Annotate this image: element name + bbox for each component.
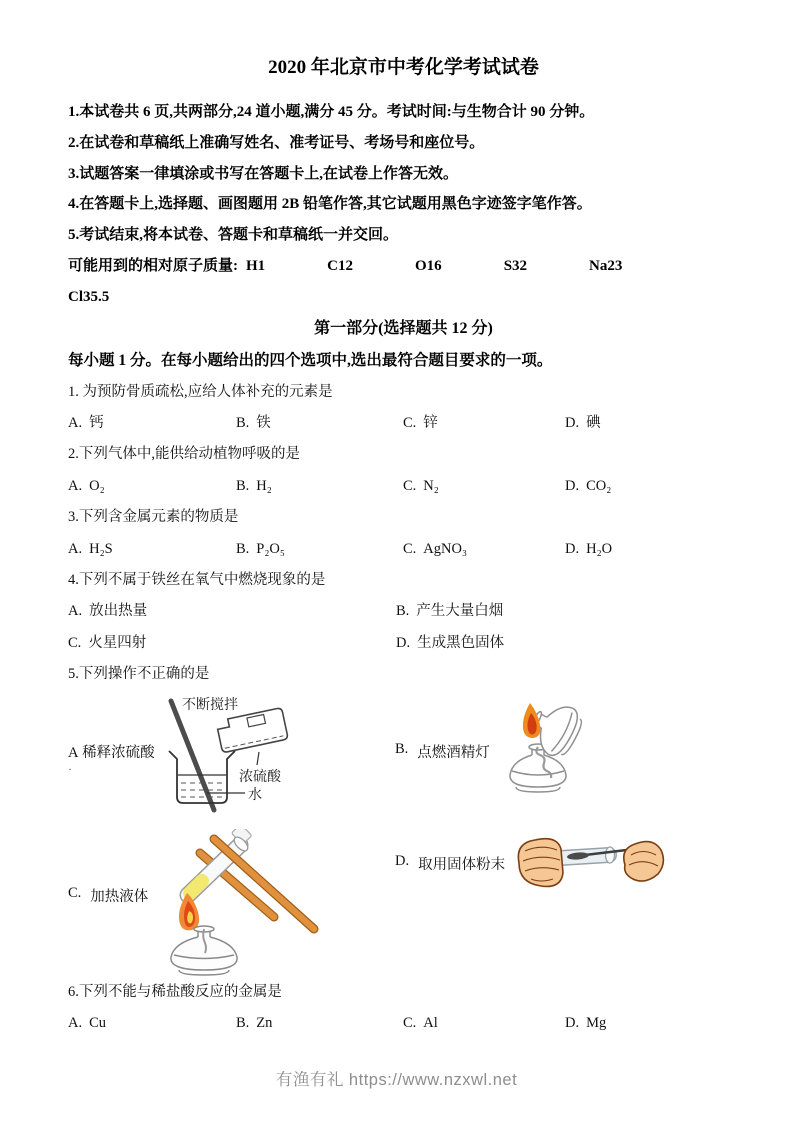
- option-2d: D. CO₂: [565, 477, 612, 494]
- question-3-options: [68, 534, 739, 565]
- question-5-stem: 5.下列操作不正确的是: [68, 666, 210, 683]
- question-5-figures-row2: [68, 829, 739, 977]
- option-6d: D. Mg: [565, 1015, 607, 1032]
- option-1b: B. 铁: [236, 414, 271, 431]
- option-4d: D. 生成黑色固体: [396, 634, 505, 651]
- question-1-stem: 1. 为预防骨质疏松,应给人体补充的元素是: [68, 383, 333, 400]
- atomic-mass-s: S32: [503, 257, 528, 274]
- option-3a: A. H₂S: [68, 540, 113, 557]
- option-4b: B. 产生大量白烟: [396, 603, 504, 620]
- atomic-mass-cl: Cl35.5: [68, 288, 110, 305]
- question-4-stem: 4.下列不属于铁丝在氧气中燃烧现象的是: [68, 572, 326, 589]
- atomic-mass-h: H1: [246, 257, 266, 274]
- section-note: 每小题 1 分。在每小题给出的四个选项中,选出最符合题目要求的一项。: [68, 351, 553, 369]
- question-4-options-row2: [68, 628, 739, 659]
- watermark-footer: 有渔有礼 https://www.nzxwl.net: [275, 1071, 518, 1089]
- question-5-figures-row1: [68, 691, 739, 829]
- option-1a: A. 钙: [68, 414, 104, 431]
- light-alcohol-lamp-diagram: [494, 691, 669, 799]
- option-2c: C. N₂: [403, 477, 439, 494]
- question-1-options: [68, 408, 739, 439]
- option-3d: D. H₂O: [565, 540, 613, 557]
- option-1d: D. 碘: [565, 414, 601, 431]
- atomic-mass-na: Na23: [589, 257, 623, 274]
- figure-a-label: A 稀释浓硫酸 ·: [68, 744, 155, 776]
- option-4a: A. 放出热量: [68, 603, 148, 620]
- instruction-line-3: 3.试题答案一律填涂或书写在答题卡上,在试卷上作答无效。: [68, 165, 459, 182]
- option-2b: B. H₂: [236, 477, 272, 494]
- option-6c: C. Al: [403, 1015, 438, 1032]
- atomic-masses-line: [68, 251, 739, 282]
- stir-annotation: 不断搅拌: [181, 697, 238, 713]
- question-3-stem: 3.下列含金属元素的物质是: [68, 509, 239, 526]
- right-hand: [624, 841, 664, 881]
- left-hand: [518, 838, 563, 886]
- figure-b-cell: [395, 691, 739, 829]
- question-6-options: [68, 1008, 739, 1039]
- figure-d-cell: [395, 829, 739, 977]
- page-title: 2020 年北京市中考化学考试试卷: [268, 57, 539, 78]
- instruction-line-4: 4.在答题卡上,选择题、画图题用 2B 铅笔作答,其它试题用黑色字迹签字笔作答。: [68, 196, 592, 213]
- question-2-stem: 2.下列气体中,能供给动植物呼吸的是: [68, 446, 300, 463]
- question-6-stem: 6.下列不能与稀盐酸反应的金属是: [68, 983, 282, 1000]
- take-powder-diagram: [505, 829, 670, 907]
- heat-liquid-diagram: [154, 829, 349, 977]
- figure-a-cell: [68, 691, 395, 829]
- section-heading: 第一部分(选择题共 12 分): [314, 319, 493, 337]
- atomic-masses-label: 可能用到的相对原子质量:: [68, 257, 238, 274]
- atomic-mass-c: C12: [327, 257, 354, 274]
- question-4-options-row1: [68, 596, 739, 627]
- figure-c-cell: [68, 829, 395, 977]
- reagent-bottle: [216, 707, 288, 752]
- option-6b: B. Zn: [236, 1015, 273, 1032]
- stray-dot: ·: [68, 761, 72, 776]
- instruction-line-5: 5.考试结束,将本试卷、答题卡和草稿纸一并交回。: [68, 227, 399, 244]
- water-annotation: 水: [247, 787, 262, 803]
- flame-icon: [523, 703, 540, 738]
- atomic-mass-o: O16: [415, 257, 442, 274]
- option-3c: C. AgNO₃: [403, 540, 468, 557]
- instruction-line-2: 2.在试卷和草稿纸上准确写姓名、准考证号、考场号和座位号。: [68, 134, 485, 151]
- yellow-liquid: [190, 881, 202, 893]
- option-3b: B. P₂O₅: [236, 540, 285, 557]
- option-1c: C. 锌: [403, 414, 438, 431]
- figure-b-label: B. 点燃酒精灯: [395, 740, 490, 761]
- figure-d-label: D. 取用固体粉末: [395, 852, 506, 873]
- acid-annotation: 浓硫酸: [238, 769, 281, 785]
- option-6a: A. Cu: [68, 1015, 107, 1032]
- option-4c: C. 火星四射: [68, 634, 147, 651]
- question-2-options: [68, 471, 739, 502]
- alcohol-lamp: [171, 926, 237, 975]
- option-2a: A. O₂: [68, 477, 105, 494]
- dilute-acid-diagram: [155, 691, 395, 829]
- instruction-line-1: 1.本试卷共 6 页,共两部分,24 道小题,满分 45 分。考试时间:与生物合计 90 分钟。: [68, 104, 595, 120]
- figure-c-label: C. 加热液体: [68, 884, 149, 905]
